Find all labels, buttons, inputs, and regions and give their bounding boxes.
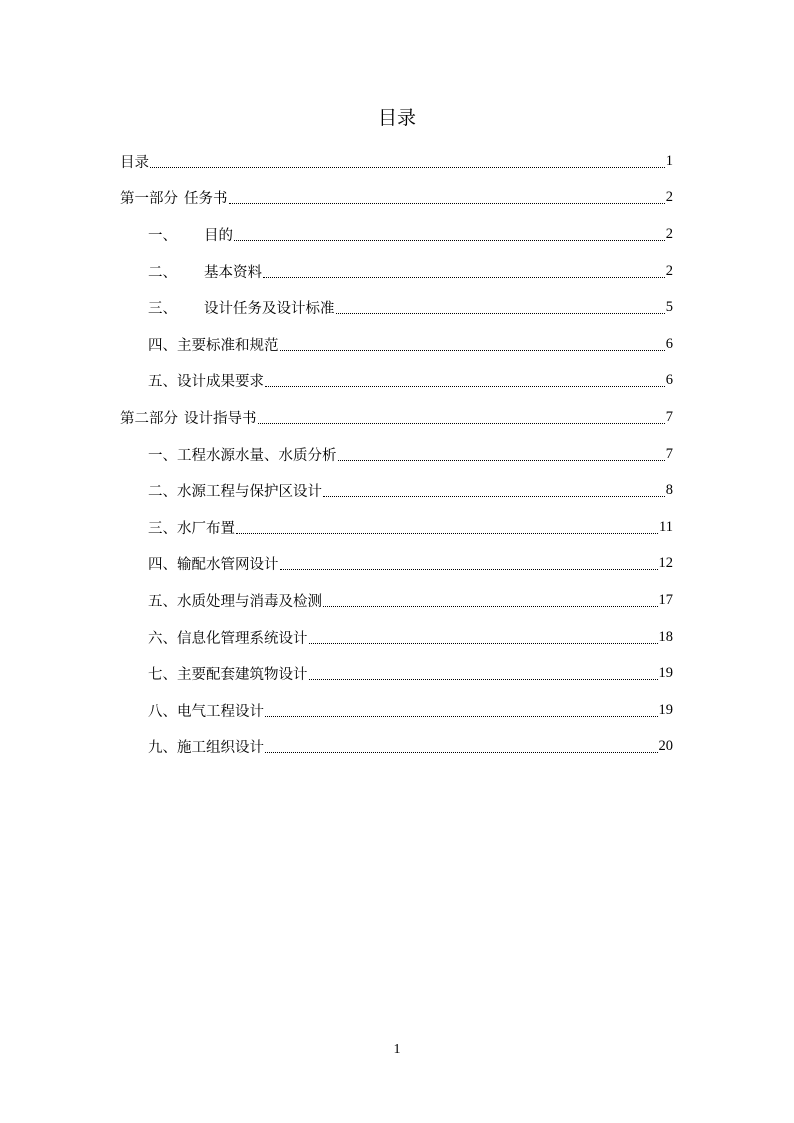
toc-entry[interactable] (120, 509, 673, 546)
toc-dot-leader (338, 460, 665, 461)
toc-page-number: 11 (659, 518, 673, 535)
toc-page-number: 1 (665, 152, 673, 169)
toc-entry-text (148, 736, 264, 757)
toc-entry-label: 信息化管理系统设计 (177, 630, 308, 647)
toc-entry-text (148, 627, 308, 648)
toc-entry-label: 施工组织设计 (177, 740, 264, 757)
toc-entry-number: 一、 (148, 227, 177, 244)
toc-entry-label: 设计指导书 (184, 410, 257, 427)
toc-dot-leader (323, 606, 658, 607)
toc-dot-leader (150, 167, 665, 168)
toc-page-number: 2 (665, 189, 673, 206)
toc-page-number: 20 (658, 738, 673, 755)
toc-entry[interactable] (120, 472, 673, 509)
toc-entry[interactable] (120, 436, 673, 473)
toc-entry[interactable] (120, 729, 673, 766)
toc-entry-label: 水源工程与保护区设计 (177, 484, 322, 501)
toc-entry-number: 五、 (148, 593, 177, 610)
toc-entry-label: 工程水源水量、水质分析 (177, 447, 337, 464)
toc-entry-text (148, 553, 279, 574)
toc-entry-label: 目录 (120, 154, 149, 171)
toc-entry[interactable] (120, 399, 673, 436)
toc-entry-label: 任务书 (184, 191, 228, 208)
toc-entry-label: 电气工程设计 (177, 703, 264, 720)
toc-dot-leader (236, 533, 658, 534)
toc-dot-leader (234, 240, 665, 241)
toc-entry-label: 目的 (204, 227, 233, 244)
toc-entry-number: 九、 (148, 740, 177, 757)
toc-page-number: 12 (658, 555, 673, 572)
toc-entry-text (148, 444, 337, 465)
toc-entry-text (148, 700, 264, 721)
toc-entry[interactable] (120, 326, 673, 363)
toc-page-number: 7 (665, 445, 673, 462)
toc-page-number: 6 (665, 372, 673, 389)
table-of-contents (120, 143, 673, 765)
page-title: 目录 (377, 107, 416, 129)
toc-page-number: 17 (658, 591, 673, 608)
toc-entry-text (148, 297, 335, 318)
toc-entry[interactable] (120, 180, 673, 217)
toc-page-number: 7 (665, 408, 673, 425)
toc-entry-label: 水质处理与消毒及检测 (177, 593, 322, 610)
toc-page-number: 6 (665, 335, 673, 352)
toc-entry-text (120, 151, 149, 172)
toc-entry-number: 七、 (148, 667, 177, 684)
toc-page-number: 19 (658, 701, 673, 718)
toc-entry-number: 三、 (148, 301, 177, 318)
toc-entry[interactable] (120, 619, 673, 656)
toc-entry-number: 四、 (148, 337, 177, 354)
toc-entry[interactable] (120, 655, 673, 692)
toc-entry[interactable] (120, 546, 673, 583)
toc-entry-number: 第二部分 (120, 410, 178, 427)
toc-entry-text (148, 517, 235, 538)
toc-entry-text (120, 407, 257, 428)
toc-dot-leader (323, 496, 665, 497)
toc-page-number: 8 (665, 482, 673, 499)
toc-entry-label: 水厂布置 (177, 520, 235, 537)
toc-entry[interactable] (120, 582, 673, 619)
toc-dot-leader (309, 679, 658, 680)
toc-entry-label: 输配水管网设计 (177, 557, 279, 574)
toc-entry-number: 二、 (148, 484, 177, 501)
toc-entry-number: 八、 (148, 703, 177, 720)
toc-entry[interactable] (120, 143, 673, 180)
toc-entry-label: 主要配套建筑物设计 (177, 667, 308, 684)
toc-entry-text (148, 663, 308, 684)
toc-entry-number: 第一部分 (120, 191, 178, 208)
toc-entry-text (148, 334, 279, 355)
toc-dot-leader (229, 203, 665, 204)
toc-entry-text (148, 261, 262, 282)
toc-entry[interactable] (120, 289, 673, 326)
toc-entry-label: 主要标准和规范 (177, 337, 279, 354)
toc-entry-number: 四、 (148, 557, 177, 574)
toc-entry[interactable] (120, 253, 673, 290)
toc-entry-number: 一、 (148, 447, 177, 464)
toc-entry[interactable] (120, 363, 673, 400)
toc-entry[interactable] (120, 216, 673, 253)
toc-dot-leader (265, 752, 658, 753)
toc-entry-text (120, 187, 228, 208)
toc-entry-label: 基本资料 (204, 264, 262, 281)
footer-page-number: 1 (393, 1042, 401, 1057)
toc-dot-leader (336, 313, 665, 314)
toc-dot-leader (309, 643, 658, 644)
toc-entry-number: 二、 (148, 264, 177, 281)
toc-entry-label: 设计任务及设计标准 (204, 301, 335, 318)
toc-entry-number: 三、 (148, 520, 177, 537)
toc-entry-text (148, 480, 322, 501)
toc-entry-text (148, 590, 322, 611)
toc-page-number: 2 (665, 262, 673, 279)
toc-page-number: 2 (665, 225, 673, 242)
toc-page-number: 19 (658, 665, 673, 682)
toc-dot-leader (265, 386, 665, 387)
toc-dot-leader (280, 350, 665, 351)
toc-page-number: 5 (665, 299, 673, 316)
toc-dot-leader (280, 569, 658, 570)
toc-dot-leader (258, 423, 665, 424)
toc-entry-text (148, 370, 264, 391)
toc-entry[interactable] (120, 692, 673, 729)
toc-page-number: 18 (658, 628, 673, 645)
toc-dot-leader (263, 277, 665, 278)
toc-entry-number: 六、 (148, 630, 177, 647)
toc-entry-text (148, 224, 233, 245)
toc-entry-label: 设计成果要求 (177, 374, 264, 391)
toc-entry-number: 五、 (148, 374, 177, 391)
toc-dot-leader (265, 716, 658, 717)
